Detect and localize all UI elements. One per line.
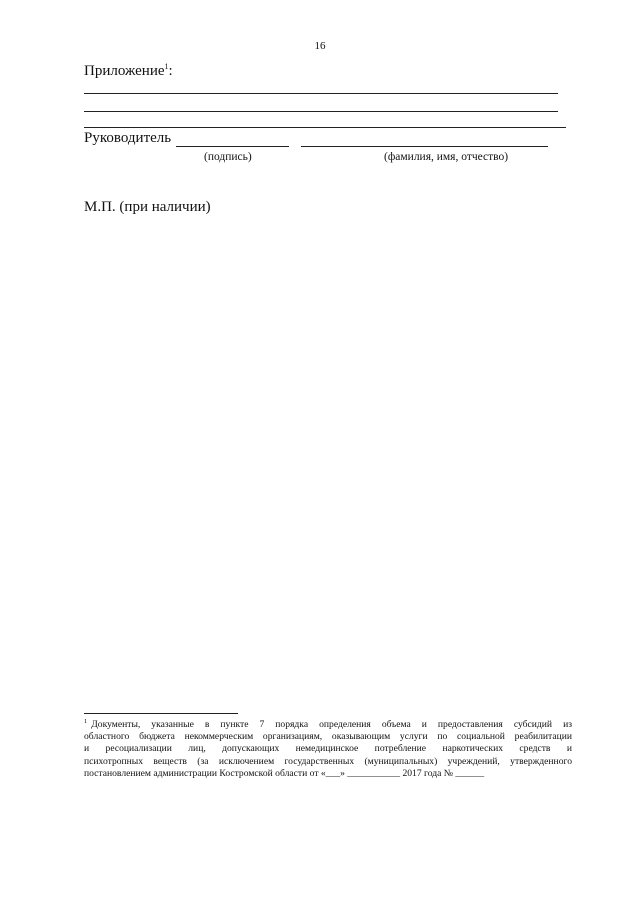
- footnote-line-1: [84, 716, 572, 731]
- footnote-marker: 1: [84, 718, 88, 725]
- attachment-label: [84, 62, 173, 80]
- attachment-label-text: Приложение: [84, 63, 165, 79]
- attachment-line-3: [84, 127, 566, 128]
- attachment-line-2: [84, 111, 558, 112]
- footnote-reference: 1: [164, 62, 169, 71]
- footnote-line-5: постановлением администрации Костромской области от «___» ___________ 2017 года № ______: [84, 767, 485, 779]
- footnote-line-4: психотропных веществ (за исключением государственных (муниципальных) учреждений, утвержденного: [84, 755, 572, 767]
- name-line: [301, 146, 548, 147]
- attachment-line-1: [84, 93, 558, 94]
- head-label: Руководитель: [84, 130, 172, 146]
- stamp-text: М.П. (при наличии): [84, 199, 211, 215]
- signature-caption: (подпись): [204, 151, 252, 163]
- page-number: 16: [314, 40, 326, 52]
- footnote-line-2: областного бюджета некоммерческим организациям, оказывающим услуги по социальной реабилитации: [84, 731, 572, 743]
- attachment-colon: :: [168, 63, 173, 79]
- footnote-line-3: и ресоциализации лиц, допускающих немедицинское потребление наркотических средств и: [84, 743, 572, 755]
- footnote-divider: [84, 713, 238, 714]
- name-caption: (фамилия, имя, отчество): [384, 151, 509, 163]
- footnote-line-1-text: Документы, указанные в пункте 7 порядка определения объема и предоставления субсидий из: [91, 719, 572, 730]
- signature-line: [176, 146, 289, 147]
- footnote: [84, 716, 572, 780]
